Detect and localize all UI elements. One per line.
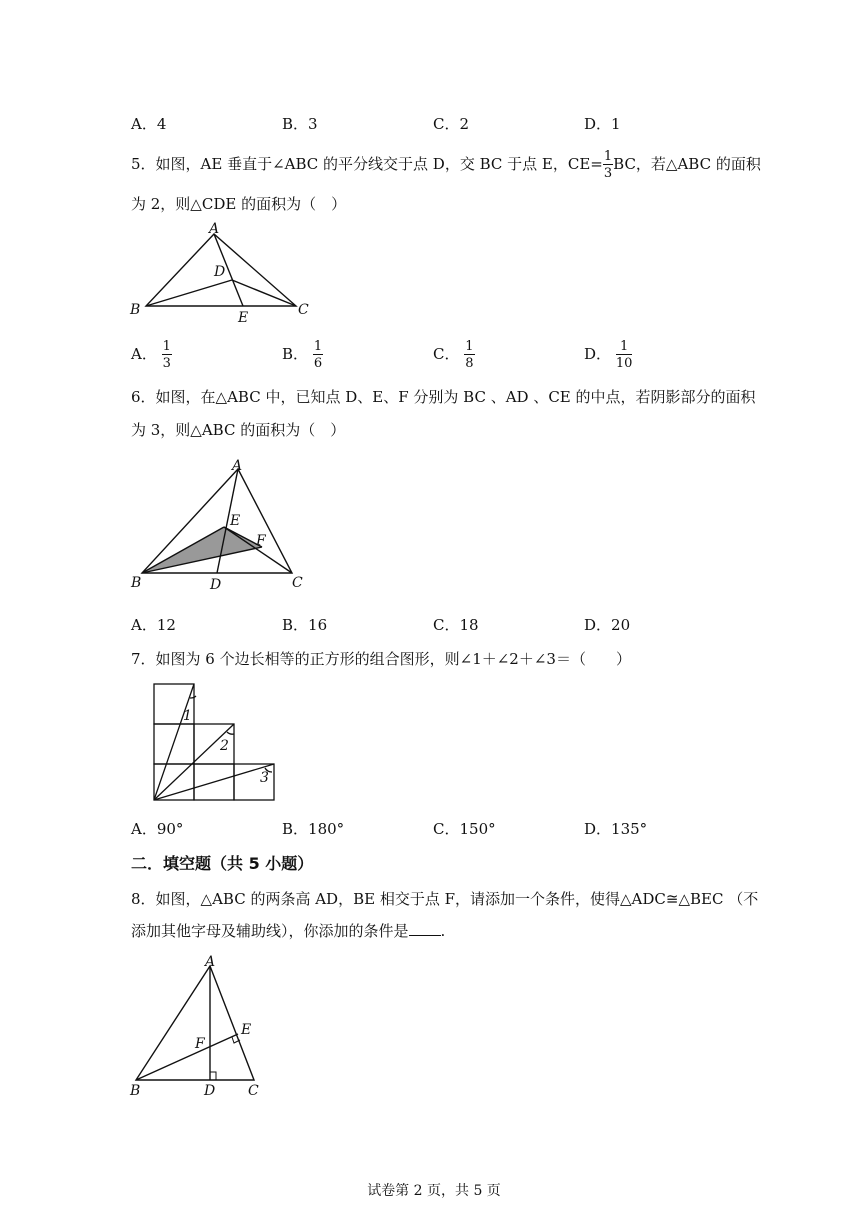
q5-figure bbox=[128, 222, 318, 332]
q8-stem-line2: 添加其他字母及辅助线），你添加的条件是 . bbox=[131, 922, 446, 940]
q8-stem-line1: 8．如图，△ABC 的两条高 AD，BE 相交于点 F，请添加一个条件，使得△ADC≅△BEC （不 bbox=[131, 890, 759, 908]
q5-label-e: E bbox=[238, 310, 249, 326]
section-title-fill-in: 二．填空题（共 5 小题） bbox=[131, 854, 314, 873]
q6-label-c: C bbox=[292, 575, 303, 591]
q7-figure bbox=[150, 680, 290, 810]
q5-label-d: D bbox=[214, 264, 226, 280]
q5-label-c: C bbox=[298, 302, 309, 318]
q8-answer-blank[interactable] bbox=[409, 921, 441, 936]
q6-label-e: E bbox=[230, 513, 241, 529]
q5-stem-line1: 5．如图，AE 垂直于∠ABC 的平分线交于点 D，交 BC 于点 E，CE= $\frac{1}{3}$ BC，若△ABC 的面积 bbox=[131, 149, 761, 181]
q5-stem-line2: 为 2，则△CDE 的面积为（ ） bbox=[131, 195, 347, 213]
q6-figure bbox=[128, 455, 318, 595]
q5-option-b: B． $\frac{1}{6}$ bbox=[282, 339, 323, 371]
q8-label-c: C bbox=[248, 1083, 259, 1099]
q6-option-d: D．20 bbox=[584, 616, 631, 634]
q8-label-a: A bbox=[205, 954, 216, 970]
q7-stem: 7．如图为 6 个边长相等的正方形的组合图形，则∠1＋∠2＋∠3＝（ ） bbox=[131, 650, 631, 668]
q4-option-c: C．2 bbox=[433, 115, 470, 133]
q7-angle-3: 3 bbox=[260, 770, 269, 786]
q8-figure bbox=[128, 952, 288, 1102]
q6-label-b: B bbox=[131, 575, 142, 591]
q7-option-a: A．90° bbox=[131, 820, 184, 838]
q7-option-c: C．150° bbox=[433, 820, 496, 838]
q5-option-a: A． $\frac{1}{3}$ bbox=[131, 339, 171, 371]
q7-option-b: B．180° bbox=[282, 820, 345, 838]
q8-label-e: E bbox=[241, 1022, 252, 1038]
q6-stem-line2: 为 3，则△ABC 的面积为（ ） bbox=[131, 421, 346, 439]
q8-label-f: F bbox=[195, 1036, 205, 1052]
q7-option-d: D．135° bbox=[584, 820, 648, 838]
q8-label-b: B bbox=[130, 1083, 141, 1099]
q6-option-c: C．18 bbox=[433, 616, 479, 634]
q5-label-b: B bbox=[130, 302, 141, 318]
q6-stem-line1: 6．如图，在△ABC 中，已知点 D、E、F 分别为 BC 、AD 、CE 的中点，若阴影部分的面积 bbox=[131, 388, 756, 406]
q4-option-d: D．1 bbox=[584, 115, 621, 133]
page-footer: 试卷第 2 页，共 5 页 bbox=[367, 1183, 501, 1199]
q5-fraction: $\frac{1}{3}$ bbox=[603, 149, 613, 181]
q8-label-d: D bbox=[204, 1083, 216, 1099]
q4-option-b: B．3 bbox=[282, 115, 318, 133]
q7-angle-2: 2 bbox=[220, 738, 229, 754]
q5-option-c: C． $\frac{1}{8}$ bbox=[433, 339, 474, 371]
q5-option-d: D． $\frac{1}{10}$ bbox=[584, 339, 633, 371]
q6-option-b: B．16 bbox=[282, 616, 328, 634]
q4-option-a: A．4 bbox=[131, 115, 167, 133]
q5-label-a: A bbox=[209, 221, 220, 237]
q6-label-a: A bbox=[232, 458, 243, 474]
q6-label-d: D bbox=[210, 577, 222, 593]
q7-angle-1: 1 bbox=[183, 708, 192, 724]
q6-label-f: F bbox=[256, 533, 266, 549]
q6-option-a: A．12 bbox=[131, 616, 176, 634]
